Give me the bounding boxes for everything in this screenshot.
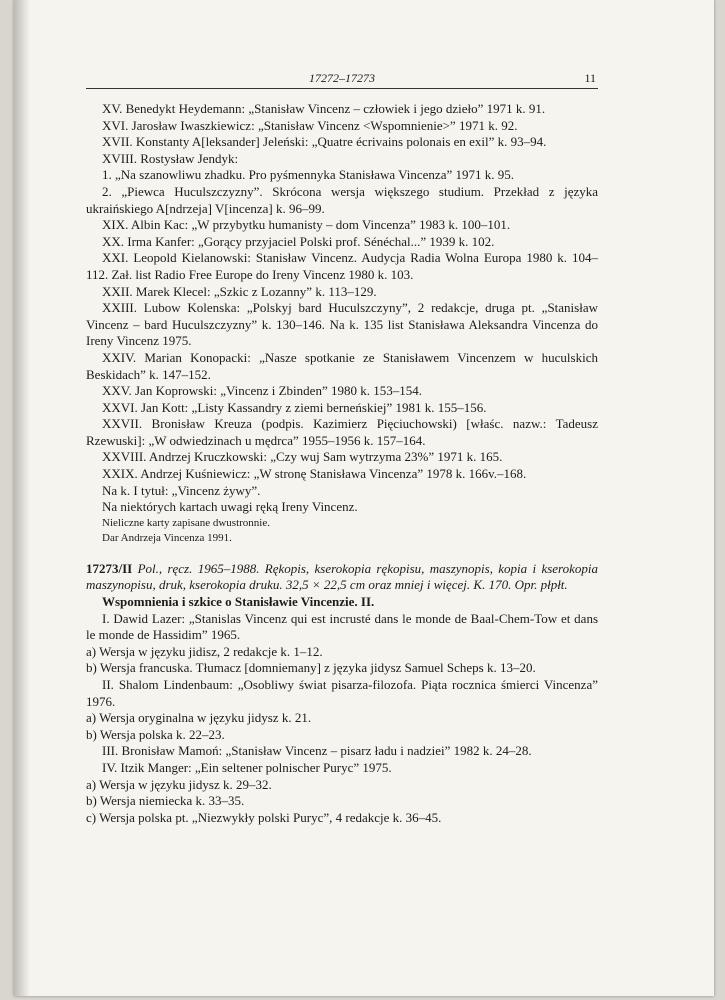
entry-xviii-1: 1. „Na szanowliwu zhadku. Pro pyśmennyka Stanisława Vincenza” 1971 k. 95.: [102, 167, 514, 183]
entry-xxi: XXI. Leopold Kielanowski: Stanisław Vincenz. Audycja Radia Wolna Europa 1980 k. 104–112. Zał. list Radio Free Europe do Ireny Vincenz 1980 k. 103.: [86, 250, 598, 282]
entry-xx: XX. Irma Kanfer: „Gorący przyjaciel Polski prof. Sénéchal...” 1939 k. 102.: [102, 233, 495, 249]
entry-xxvi: XXVI. Jan Kott: „Listy Kassandry z ziemi berneńskiej” 1981 k. 155–156.: [102, 399, 487, 415]
entry-xxv: XXV. Jan Koprowski: „Vincenz i Zbinden” 1980 k. 153–154.: [102, 383, 422, 399]
entry-xviii-2: 2. „Piewca Huculszczyzny”. Skrócona wersja większego studium. Przekład z języka ukraińskiego A[ndrzeja] V[incenza] k. 96–99.: [86, 183, 598, 216]
entry-xv: XV. Benedykt Heydemann: „Stanisław Vincenz – człowiek i jego dzieło” 1971 k. 91.: [102, 101, 546, 116]
entry-17273-item: IV. Itzik Manger: „Ein seltener polnischer Puryc” 1975.: [102, 759, 392, 775]
header-title: 17272–17273: [309, 71, 375, 85]
entry-xxii: XXII. Marek Klecel: „Szkic z Lozanny” k. 113–129.: [102, 283, 377, 299]
entry-xviii: XVIII. Rostysław Jendyk:: [102, 150, 239, 166]
annotation-note: Na niektórych kartach uwagi ręką Ireny Vincenz.: [102, 499, 358, 515]
entry-xxviii: XXVIII. Andrzej Kruczkowski: „Czy wuj Sam wytrzyma 23%” 1971 k. 165.: [102, 449, 503, 465]
entry-number: 17273/II: [86, 560, 133, 576]
page-binding-shadow: [14, 0, 30, 996]
entry-17273-item: a) Wersja w języku jidysz k. 29–32.: [86, 776, 272, 792]
entry-xvii: XVII. Konstanty A[leksander] Jeleński: „Quatre écrivains polonais en exil” k. 93–94.: [102, 134, 547, 150]
entry-17273-item: b) Wersja polska k. 22–23.: [86, 726, 225, 742]
entry-17273-header: [86, 561, 598, 594]
entry-xvi: XVI. Jarosław Iwaszkiewicz: „Stanisław Vincenz <Wspomnienie>” 1971 k. 92.: [102, 117, 518, 133]
section-gap: [86, 546, 598, 561]
entry-xxix: XXIX. Andrzej Kuśniewicz: „W stronę Stanisława Vincenza” 1978 k. 166v.–168.: [102, 466, 527, 482]
note-double-sided: Nieliczne karty zapisane dwustronnie.: [102, 516, 270, 529]
entry-xxiv: XXIV. Marian Konopacki: „Nasze spotkanie ze Stanisławem Vincenzem w huculskich Beskidach” k. 147–152.: [86, 349, 598, 382]
entry-17273-item: III. Bronisław Mamoń: „Stanisław Vincenz – pisarz ładu i nadziei” 1982 k. 24–28.: [102, 743, 532, 759]
entry-17273-item: b) Wersja niemiecka k. 33–35.: [86, 793, 245, 809]
entry-17273-item: II. Shalom Lindenbaum: „Osobliwy świat pisarza-filozofa. Piąta rocznica śmierci Vincenza” 1976.: [86, 677, 598, 709]
entry-17273-title: Wspomnienia i szkice o Stanisławie Vincenzie. II.: [102, 594, 375, 610]
entry-17273-item: b) Wersja francuska. Tłumacz [domniemany] z języka jidysz Samuel Scheps k. 13–20.: [86, 660, 536, 676]
entry-17273-item: c) Wersja polska pt. „Niezwykły polski Puryc”, 4 redakcje k. 36–45.: [86, 809, 442, 825]
note-donation: Dar Andrzeja Vincenza 1991.: [102, 531, 232, 544]
entry-17273-item: a) Wersja w języku jidisz, 2 redakcje k. 1–12.: [86, 643, 323, 659]
entry-description: Pol., ręcz. 1965–1988. Rękopis, kserokopia rękopisu, maszynopis, kopia i kserokopia maszynopisu, druk, kserokopia druku. 32,5 × 22,5 cm oraz mniej i więcej. K. 170. Opr. płpłt.: [86, 560, 598, 593]
entry-xxiii: XXIII. Lubow Kolenska: „Polskyj bard Huculszczyny”, 2 redakcje, druga pt. „Stanisław Vincenz – bard Huculszczyzny” k. 130–146. Na k. 135 list Stanisława Aleksandra Vincenza do Ireny Vincenz 1975.: [86, 300, 598, 349]
entry-17273-item: I. Dawid Lazer: „Stanislas Vincenz qui est incrusté dans le monde de Baal-Chem-Tow et dans le monde de Hassidim” 1965.: [86, 610, 598, 643]
running-header: [86, 68, 598, 89]
entry-xix: XIX. Albin Kac: „W przybytku humanisty – dom Vincenza” 1983 k. 100–101.: [102, 217, 511, 233]
entry-17273-item: a) Wersja oryginalna w języku jidysz k. 21.: [86, 710, 312, 726]
catalog-content: [86, 101, 598, 826]
title-note: Na k. I tytuł: „Vincenz żywy”.: [102, 482, 261, 498]
entry-17273-items: [86, 611, 598, 827]
entry-xxvii: XXVII. Bronisław Kreuza (podpis. Kazimierz Pięciuchowski) [właśc. nazw.: Tadeusz Rzewuski]: „W odwiedzinach u mędrca” 1955–1956 k. 157–164.: [86, 416, 598, 448]
page-number: 11: [584, 71, 596, 85]
